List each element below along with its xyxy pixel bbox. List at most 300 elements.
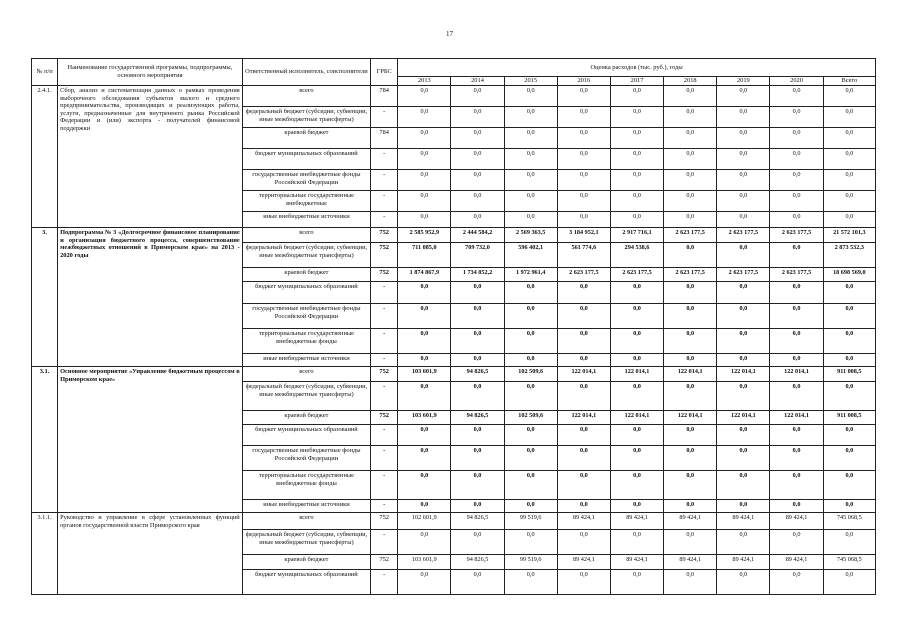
total-value: 745 068,5 (823, 513, 875, 530)
year-value: 0,0 (504, 570, 557, 595)
year-value: 596 402,1 (504, 243, 557, 268)
year-value: 0,0 (451, 149, 504, 170)
year-value: 0,0 (610, 86, 663, 107)
year-value: 0,0 (664, 212, 717, 228)
grbs-code: - (371, 500, 398, 513)
year-value: 0,0 (717, 425, 770, 446)
total-value: 0,0 (823, 500, 875, 513)
total-value: 0,0 (823, 212, 875, 228)
year-value: 0,0 (717, 107, 770, 128)
year-value: 89 424,1 (610, 513, 663, 530)
year-value: 122 014,1 (664, 411, 717, 425)
header-number: № п/п (32, 59, 58, 86)
year-value: 122 014,1 (717, 411, 770, 425)
year-value: 89 424,1 (664, 513, 717, 530)
year-value: 0,0 (504, 86, 557, 107)
grbs-code: - (371, 471, 398, 500)
year-value: 122 014,1 (717, 367, 770, 382)
year-value: 0,0 (610, 354, 663, 367)
page-number: 17 (446, 30, 453, 38)
funding-source: краевой бюджет (242, 268, 370, 282)
year-value: 0,0 (664, 86, 717, 107)
total-value: 2 873 532,3 (823, 243, 875, 268)
funding-source: государственные внебюджетные фонды Российской Федерации (242, 170, 370, 191)
year-value: 0,0 (717, 570, 770, 595)
year-value: 0,0 (504, 471, 557, 500)
year-value: 103 601,9 (398, 411, 451, 425)
grbs-code: - (371, 446, 398, 471)
year-value: 94 826,5 (451, 411, 504, 425)
year-value: 0,0 (610, 149, 663, 170)
year-value: 0,0 (610, 212, 663, 228)
year-value: 2 623 177,5 (770, 228, 823, 243)
total-value: 0,0 (823, 304, 875, 329)
year-value: 0,0 (504, 382, 557, 411)
year-value: 0,0 (398, 425, 451, 446)
year-value: 0,0 (557, 107, 610, 128)
year-value: 2 623 177,5 (717, 228, 770, 243)
grbs-code: 752 (371, 513, 398, 530)
funding-source: федеральный бюджет (субсидии, субвенции, иные межбюджетные трансферты) (242, 107, 370, 128)
year-value: 0,0 (504, 304, 557, 329)
year-header: 2018 (664, 76, 717, 85)
grbs-code: - (371, 570, 398, 595)
year-value: 102 601,9 (398, 513, 451, 530)
year-value: 0,0 (504, 282, 557, 304)
year-value: 0,0 (398, 530, 451, 555)
year-value: 0,0 (770, 170, 823, 191)
year-value: 0,0 (451, 425, 504, 446)
year-value: 99 519,6 (504, 555, 557, 570)
program-name: Руководство и управление в сфере установленных функций органов государственной власти Приморского края (58, 513, 243, 595)
year-value: 0,0 (451, 282, 504, 304)
year-value: 89 424,1 (717, 513, 770, 530)
grbs-code: - (371, 329, 398, 354)
year-value: 89 424,1 (770, 555, 823, 570)
program-name: Основное мероприятие «Управление бюджетным процессом в Приморском крае» (58, 367, 243, 513)
total-value: 0,0 (823, 170, 875, 191)
grbs-code: 752 (371, 228, 398, 243)
year-value: 2 585 952,9 (398, 228, 451, 243)
year-value: 0,0 (717, 382, 770, 411)
year-header-total: Всего (823, 76, 875, 85)
total-value: 0,0 (823, 354, 875, 367)
year-value: 0,0 (717, 170, 770, 191)
year-value: 0,0 (770, 128, 823, 149)
grbs-code: 784 (371, 128, 398, 149)
year-value: 0,0 (398, 86, 451, 107)
year-value: 0,0 (451, 304, 504, 329)
funding-source: всего (242, 367, 370, 382)
year-value: 1 734 852,2 (451, 268, 504, 282)
total-value: 0,0 (823, 86, 875, 107)
year-value: 294 538,6 (610, 243, 663, 268)
year-value: 0,0 (398, 107, 451, 128)
grbs-code: 752 (371, 268, 398, 282)
year-value: 0,0 (557, 128, 610, 149)
year-value: 0,0 (451, 471, 504, 500)
year-value: 122 014,1 (557, 411, 610, 425)
year-value: 561 774,6 (557, 243, 610, 268)
year-value: 0,0 (717, 304, 770, 329)
year-value: 2 444 584,2 (451, 228, 504, 243)
grbs-code: 752 (371, 243, 398, 268)
year-value: 0,0 (557, 530, 610, 555)
year-value: 0,0 (664, 570, 717, 595)
year-value: 89 424,1 (770, 513, 823, 530)
year-value: 0,0 (770, 425, 823, 446)
program-name: Подпрограмма № 3 «Долгосрочное финансовое планирование и организация бюджетного процесса, совершенствование межбюджетных отношений в Приморском крае» на 2013 - 2020 годы (58, 228, 243, 367)
year-value: 122 014,1 (770, 411, 823, 425)
total-value: 0,0 (823, 107, 875, 128)
year-value: 0,0 (398, 191, 451, 212)
total-value: 745 068,5 (823, 555, 875, 570)
year-value: 99 519,6 (504, 513, 557, 530)
year-value: 89 424,1 (717, 555, 770, 570)
funding-source: всего (242, 86, 370, 107)
year-value: 2 623 177,5 (664, 268, 717, 282)
year-value: 0,0 (717, 446, 770, 471)
grbs-code: 752 (371, 555, 398, 570)
year-value: 0,0 (398, 212, 451, 228)
year-value: 0,0 (664, 530, 717, 555)
funding-source: краевой бюджет (242, 128, 370, 149)
year-value: 0,0 (664, 329, 717, 354)
funding-source: государственные внебюджетные фонды Российской Федерации (242, 446, 370, 471)
year-value: 122 014,1 (610, 367, 663, 382)
table-row (32, 228, 876, 243)
year-value: 0,0 (504, 191, 557, 212)
year-value: 0,0 (770, 329, 823, 354)
funding-source: территориальные государственные внебюджетные фонды (242, 329, 370, 354)
year-value: 1 972 961,4 (504, 268, 557, 282)
year-value: 0,0 (557, 86, 610, 107)
table-row (32, 86, 876, 107)
header-grbs: ГРБС (371, 59, 398, 86)
year-value: 0,0 (664, 128, 717, 149)
year-value: 0,0 (610, 530, 663, 555)
year-value: 0,0 (557, 354, 610, 367)
year-value: 3 184 952,1 (557, 228, 610, 243)
total-value: 0,0 (823, 446, 875, 471)
year-value: 0,0 (610, 329, 663, 354)
grbs-code: - (371, 425, 398, 446)
total-value: 0,0 (823, 191, 875, 212)
year-value: 89 424,1 (557, 513, 610, 530)
year-value: 0,0 (398, 500, 451, 513)
year-value: 0,0 (557, 446, 610, 471)
year-value: 0,0 (451, 500, 504, 513)
year-value: 0,0 (770, 382, 823, 411)
year-value: 0,0 (664, 282, 717, 304)
year-value: 0,0 (717, 282, 770, 304)
year-value: 0,0 (770, 212, 823, 228)
year-value: 0,0 (504, 128, 557, 149)
grbs-code: - (371, 304, 398, 329)
year-value: 0,0 (717, 149, 770, 170)
year-value: 0,0 (557, 282, 610, 304)
year-value: 102 509,6 (504, 411, 557, 425)
year-value: 0,0 (610, 382, 663, 411)
year-value: 0,0 (398, 354, 451, 367)
year-value: 0,0 (557, 382, 610, 411)
year-value: 0,0 (664, 446, 717, 471)
year-value: 0,0 (398, 382, 451, 411)
year-value: 0,0 (770, 530, 823, 555)
total-value: 0,0 (823, 570, 875, 595)
funding-source: территориальные государственные внебюджетные фонды (242, 471, 370, 500)
row-number: 2.4.1. (32, 86, 58, 228)
year-value: 122 014,1 (610, 411, 663, 425)
year-header: 2017 (610, 76, 663, 85)
year-header: 2015 (504, 76, 557, 85)
year-value: 0,0 (610, 446, 663, 471)
total-value: 0,0 (823, 530, 875, 555)
grbs-code: - (371, 170, 398, 191)
table-row (32, 513, 876, 530)
grbs-code: - (371, 530, 398, 555)
year-value: 2 623 177,5 (664, 228, 717, 243)
year-value: 0,0 (398, 329, 451, 354)
total-value: 21 572 101,3 (823, 228, 875, 243)
year-value: 0,0 (610, 570, 663, 595)
year-value: 0,0 (610, 191, 663, 212)
funding-source: всего (242, 513, 370, 530)
year-value: 89 424,1 (610, 555, 663, 570)
year-value: 709 732,0 (451, 243, 504, 268)
total-value: 911 008,5 (823, 411, 875, 425)
year-value: 0,0 (451, 86, 504, 107)
year-value: 2 623 177,5 (717, 268, 770, 282)
year-value: 102 509,6 (504, 367, 557, 382)
year-value: 0,0 (398, 304, 451, 329)
year-value: 0,0 (770, 500, 823, 513)
funding-source: территориальные государственные внебюджетные (242, 191, 370, 212)
year-value: 0,0 (664, 354, 717, 367)
year-value: 0,0 (398, 446, 451, 471)
year-value: 0,0 (398, 471, 451, 500)
year-value: 0,0 (664, 107, 717, 128)
year-value: 0,0 (610, 128, 663, 149)
year-header: 2014 (451, 76, 504, 85)
funding-source: федеральный бюджет (субсидии, субвенции, иные межбюджетные трансферты) (242, 530, 370, 555)
funding-source: иные внебюджетные источники (242, 500, 370, 513)
year-value: 0,0 (398, 128, 451, 149)
year-value: 0,0 (557, 149, 610, 170)
year-value: 0,0 (451, 382, 504, 411)
year-value: 0,0 (770, 149, 823, 170)
grbs-code: - (371, 191, 398, 212)
year-value: 0,0 (770, 354, 823, 367)
year-value: 0,0 (610, 282, 663, 304)
grbs-code: 784 (371, 86, 398, 107)
year-value: 0,0 (770, 471, 823, 500)
year-value: 0,0 (557, 170, 610, 191)
year-value: 1 874 867,9 (398, 268, 451, 282)
year-value: 0,0 (770, 191, 823, 212)
year-value: 0,0 (664, 500, 717, 513)
year-header: 2013 (398, 76, 451, 85)
year-value: 0,0 (770, 446, 823, 471)
year-value: 0,0 (451, 446, 504, 471)
year-value: 0,0 (504, 530, 557, 555)
row-number: 3.1.1. (32, 513, 58, 595)
year-value: 94 826,5 (451, 513, 504, 530)
total-value: 0,0 (823, 425, 875, 446)
year-value: 0,0 (451, 530, 504, 555)
funding-source: бюджет муниципальных образований (242, 570, 370, 595)
year-value: 89 424,1 (557, 555, 610, 570)
grbs-code: - (371, 382, 398, 411)
year-value: 122 014,1 (770, 367, 823, 382)
grbs-code: - (371, 107, 398, 128)
year-value: 0,0 (504, 149, 557, 170)
year-value: 0,0 (451, 128, 504, 149)
year-value: 0,0 (557, 304, 610, 329)
year-value: 0,0 (504, 446, 557, 471)
funding-source: федеральный бюджет (субсидии, субвенции, иные межбюджетные трансферты) (242, 243, 370, 268)
year-value: 0,0 (557, 471, 610, 500)
year-value: 103 601,9 (398, 555, 451, 570)
year-value: 2 917 716,1 (610, 228, 663, 243)
year-value: 711 085,0 (398, 243, 451, 268)
grbs-code: 752 (371, 367, 398, 382)
table-row (32, 367, 876, 382)
grbs-code: 752 (371, 411, 398, 425)
year-value: 0,0 (398, 282, 451, 304)
funding-source: бюджет муниципальных образований (242, 425, 370, 446)
funding-source: государственные внебюджетные фонды Российской Федерации (242, 304, 370, 329)
total-value: 0,0 (823, 329, 875, 354)
year-value: 0,0 (504, 170, 557, 191)
year-value: 0,0 (504, 329, 557, 354)
year-value: 0,0 (504, 425, 557, 446)
year-value: 0,0 (504, 212, 557, 228)
funding-source: краевой бюджет (242, 555, 370, 570)
year-value: 0,0 (664, 304, 717, 329)
funding-source: бюджет муниципальных образований (242, 282, 370, 304)
row-number: 3.1. (32, 367, 58, 513)
year-value: 103 601,9 (398, 367, 451, 382)
funding-source: иные внебюджетные источники (242, 354, 370, 367)
year-header: 2016 (557, 76, 610, 85)
year-value: 2 623 177,5 (557, 268, 610, 282)
year-value: 0,0 (557, 570, 610, 595)
total-value: 911 008,5 (823, 367, 875, 382)
year-value: 0,0 (557, 212, 610, 228)
year-value: 0,0 (717, 530, 770, 555)
funding-source: федеральный бюджет (субсидии, субвенции, иные межбюджетные трансферты) (242, 382, 370, 411)
year-value: 0,0 (664, 425, 717, 446)
year-value: 0,0 (451, 107, 504, 128)
year-value: 122 014,1 (557, 367, 610, 382)
year-value: 0,0 (717, 243, 770, 268)
year-value: 0,0 (610, 170, 663, 191)
funding-source: иные внебюджетные источники (242, 212, 370, 228)
year-value: 0,0 (770, 304, 823, 329)
year-value: 0,0 (717, 86, 770, 107)
total-value: 0,0 (823, 282, 875, 304)
year-value: 0,0 (664, 170, 717, 191)
year-value: 0,0 (610, 500, 663, 513)
year-value: 0,0 (717, 471, 770, 500)
year-value: 0,0 (717, 128, 770, 149)
year-value: 94 826,5 (451, 555, 504, 570)
year-value: 0,0 (451, 354, 504, 367)
year-header: 2019 (717, 76, 770, 85)
year-value: 0,0 (610, 425, 663, 446)
program-name: Сбор, анализ и систематизация данных о рамках проведения выборочного обследования субъектов малого и среднего предпринимательства, производящих и реализующих работы, услуги, предназначенные для внутреннего рынка Российской Федерации и (или) экспорта - получателей финансовой поддержки (58, 86, 243, 228)
year-value: 0,0 (664, 243, 717, 268)
total-value: 0,0 (823, 128, 875, 149)
funding-source: всего (242, 228, 370, 243)
budget-table (31, 58, 876, 595)
year-value: 0,0 (557, 191, 610, 212)
year-value: 0,0 (504, 107, 557, 128)
year-value: 0,0 (717, 212, 770, 228)
header-name: Наименование государственной программы, подпрограммы, основного мероприятия (58, 59, 243, 86)
total-value: 0,0 (823, 149, 875, 170)
funding-source: бюджет муниципальных образований (242, 149, 370, 170)
year-value: 0,0 (610, 107, 663, 128)
year-value: 0,0 (557, 329, 610, 354)
year-value: 94 826,5 (451, 367, 504, 382)
year-value: 0,0 (398, 570, 451, 595)
total-value: 18 698 569,0 (823, 268, 875, 282)
grbs-code: - (371, 212, 398, 228)
year-value: 0,0 (398, 149, 451, 170)
year-value: 0,0 (717, 354, 770, 367)
year-value: 0,0 (717, 500, 770, 513)
year-value: 0,0 (664, 471, 717, 500)
year-value: 0,0 (398, 170, 451, 191)
funding-source: краевой бюджет (242, 411, 370, 425)
year-value: 89 424,1 (664, 555, 717, 570)
grbs-code: - (371, 149, 398, 170)
year-value: 0,0 (610, 471, 663, 500)
total-value: 0,0 (823, 471, 875, 500)
year-value: 0,0 (717, 191, 770, 212)
year-value: 0,0 (770, 570, 823, 595)
year-value: 2 623 177,5 (770, 268, 823, 282)
year-value: 0,0 (557, 425, 610, 446)
year-value: 2 623 177,5 (610, 268, 663, 282)
year-value: 0,0 (504, 354, 557, 367)
year-value: 0,0 (451, 170, 504, 191)
year-value: 0,0 (451, 212, 504, 228)
year-value: 0,0 (664, 382, 717, 411)
year-value: 0,0 (770, 107, 823, 128)
year-value: 122 014,1 (664, 367, 717, 382)
year-value: 0,0 (664, 191, 717, 212)
grbs-code: - (371, 282, 398, 304)
year-value: 0,0 (451, 191, 504, 212)
year-header: 2020 (770, 76, 823, 85)
grbs-code: - (371, 354, 398, 367)
year-value: 0,0 (610, 304, 663, 329)
year-value: 0,0 (717, 329, 770, 354)
year-value: 0,0 (770, 86, 823, 107)
row-number: 3. (32, 228, 58, 367)
total-value: 0,0 (823, 382, 875, 411)
header-executor: Ответственный исполнитель, соисполнители (242, 59, 370, 86)
year-value: 0,0 (451, 570, 504, 595)
year-value: 0,0 (557, 500, 610, 513)
year-value: 0,0 (770, 282, 823, 304)
year-value: 0,0 (504, 500, 557, 513)
header-estimate: Оценка расходов (тыс. руб.), годы (398, 59, 876, 77)
year-value: 0,0 (451, 329, 504, 354)
